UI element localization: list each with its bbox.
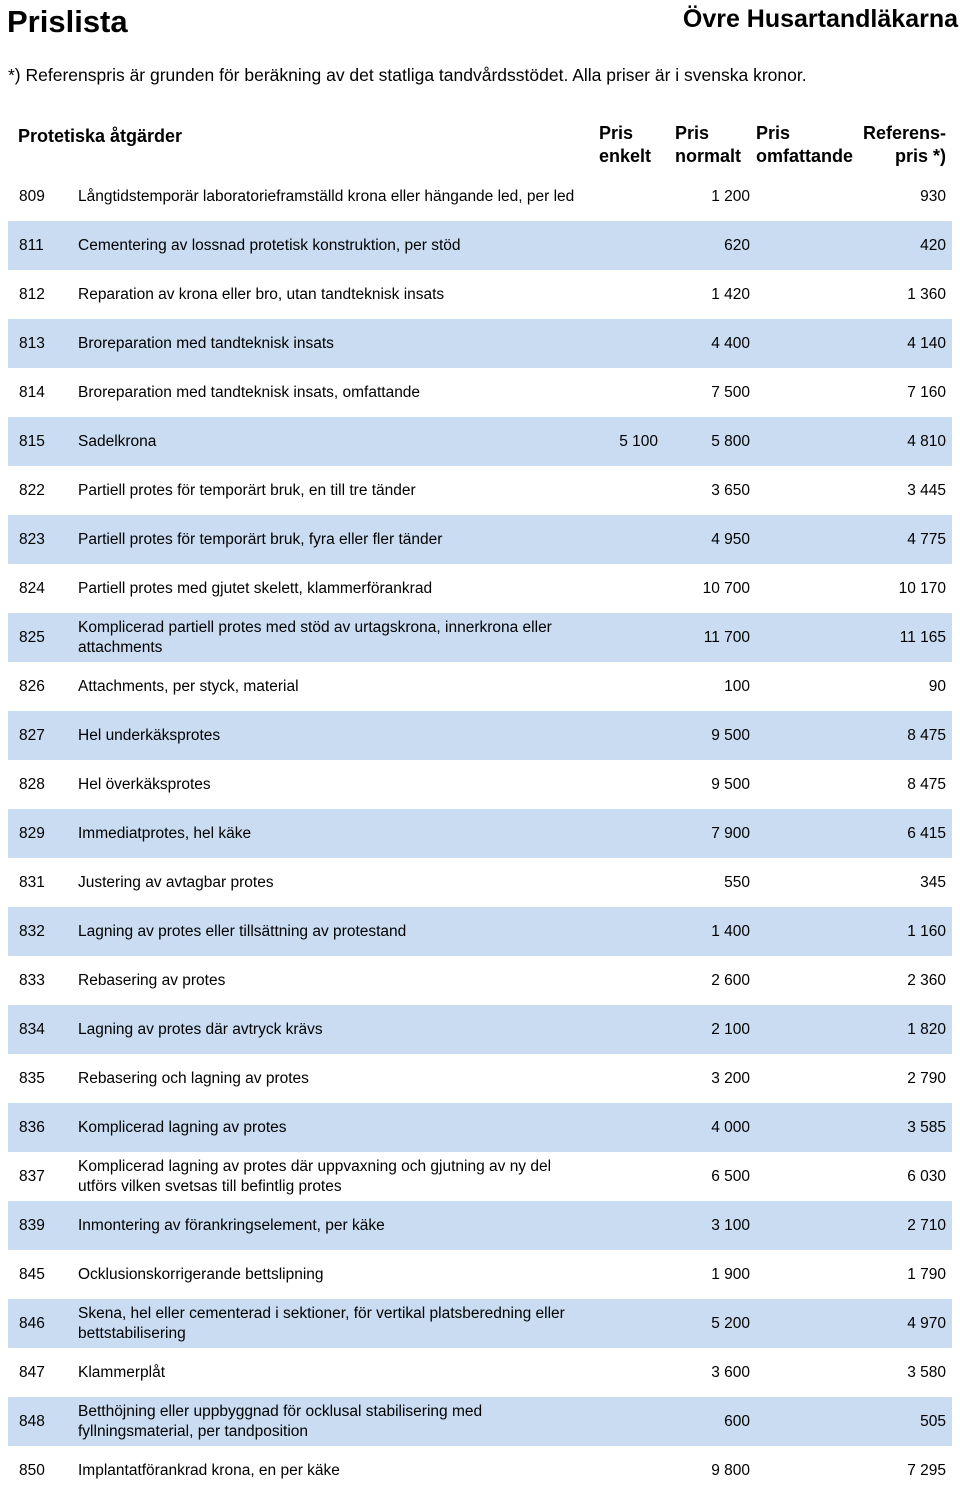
procedure-description: Partiell protes för temporärt bruk, fyra eller fler tänder [78,530,443,548]
reference-price: 4 140 [907,334,946,352]
procedure-description: Sadelkrona [78,432,157,450]
price-normalt: 3 650 [711,481,750,499]
procedure-description: Långtidstemporär laboratorieframställd krona eller hängande led, per led [78,187,575,205]
price-enkelt [578,1348,658,1397]
reference-price: 345 [920,873,946,891]
price-enkelt [578,1397,658,1446]
reference-price-note: *) Referenspris är grunden för beräkning av det statliga tandvårdsstödet. Alla priser är i svenska kronor. [8,65,807,85]
price-enkelt [578,368,658,417]
procedure-code: 847 [19,1363,45,1381]
procedure-code: 831 [19,873,45,891]
price-enkelt [578,221,658,270]
reference-price: 6 415 [907,824,946,842]
table-row [8,466,952,515]
price-enkelt [578,956,658,1005]
table-row [8,1446,952,1495]
reference-price: 1 360 [907,285,946,303]
reference-price: 2 710 [907,1216,946,1234]
table-row [8,319,952,368]
price-normalt: 3 100 [711,1216,750,1234]
reference-price: 8 475 [907,726,946,744]
procedure-description: Broreparation med tandteknisk insats, omfattande [78,383,421,401]
price-enkelt [578,662,658,711]
procedure-description: Rebasering och lagning av protes [78,1069,309,1087]
column-header-pris-omfattande [756,122,853,168]
price-enkelt [578,613,658,662]
procedure-code: 832 [19,922,45,940]
price-enkelt [578,1446,658,1495]
procedure-description: Komplicerad lagning av protes [78,1118,287,1136]
column-header-line: enkelt [599,146,652,166]
reference-price: 3 580 [907,1363,946,1381]
table-row [8,1348,952,1397]
table-row [8,711,952,760]
procedure-description: Betthöjning eller uppbyggnad för ocklusal stabilisering med fyllningsmaterial, per tandposition [78,1402,483,1440]
procedure-code: 814 [19,383,45,401]
procedure-description: Implantatförankrad krona, en per käke [78,1461,340,1479]
procedure-description: Komplicerad partiell protes med stöd av urtagskrona, innerkrona eller attachments [78,618,552,656]
reference-price: 420 [920,236,946,254]
table-row [8,858,952,907]
table-row [8,956,952,1005]
price-normalt: 3 200 [711,1069,750,1087]
price-normalt: 10 700 [702,579,750,597]
procedure-code: 850 [19,1461,45,1479]
table-row [8,907,952,956]
reference-price: 4 970 [907,1314,946,1332]
price-enkelt [578,1299,658,1348]
table-row [8,1054,952,1103]
reference-price: 90 [928,677,946,695]
table-row [8,1152,952,1201]
table-row [8,760,952,809]
procedure-code: 825 [19,628,45,646]
price-enkelt [578,760,658,809]
table-row [8,1201,952,1250]
column-header-line: normalt [675,146,742,166]
reference-price: 8 475 [907,775,946,793]
clinic-name: Övre Husartandläkarna [682,5,958,33]
price-enkelt [578,858,658,907]
price-enkelt [578,1005,658,1054]
price-enkelt [578,319,658,368]
procedure-code: 824 [19,579,45,597]
price-normalt: 1 900 [711,1265,750,1283]
reference-price: 6 030 [907,1167,946,1185]
table-row [8,613,952,662]
price-enkelt [578,1201,658,1250]
price-normalt: 11 700 [703,628,750,646]
price-table [8,172,952,1495]
table-row [8,417,952,466]
column-header-pris-normalt [675,122,741,168]
column-header-pris-enkelt [599,122,651,168]
procedure-code: 809 [19,187,45,205]
price-normalt: 4 950 [711,530,750,548]
price-enkelt [578,466,658,515]
procedure-code: 845 [19,1265,45,1283]
table-row [8,1299,952,1348]
price-enkelt [578,1152,658,1201]
price-normalt: 620 [724,236,750,254]
procedure-code: 813 [19,334,45,352]
price-normalt: 550 [724,873,750,891]
procedure-code: 812 [19,285,45,303]
procedure-description: Immediatprotes, hel käke [78,824,252,842]
price-normalt: 9 500 [711,726,750,744]
price-normalt: 7 500 [711,383,750,401]
procedure-code: 833 [19,971,45,989]
procedure-description: Inmontering av förankringselement, per käke [78,1216,385,1234]
procedure-code: 826 [19,677,45,695]
reference-price: 1 790 [907,1265,946,1283]
price-normalt: 1 420 [711,285,750,303]
reference-price: 10 170 [898,579,946,597]
procedure-description: Komplicerad lagning av protes där uppvaxning och gjutning av ny del utförs vilken svetsas till befintlig protes [78,1157,552,1195]
reference-price: 1 160 [907,922,946,940]
procedure-code: 811 [19,236,44,254]
price-normalt: 2 600 [711,971,750,989]
reference-price: 2 360 [907,971,946,989]
procedure-description: Klammerplåt [78,1363,165,1381]
price-normalt: 3 600 [711,1363,750,1381]
table-row [8,1250,952,1299]
procedure-code: 828 [19,775,45,793]
price-enkelt [578,907,658,956]
table-row [8,809,952,858]
price-enkelt: 5 100 [619,432,658,450]
price-enkelt [578,809,658,858]
table-row [8,172,952,221]
table-row [8,564,952,613]
table-row [8,1397,952,1446]
price-enkelt [578,564,658,613]
price-enkelt [578,270,658,319]
price-normalt: 9 500 [711,775,750,793]
column-header-line: Pris [599,123,634,143]
procedure-description: Justering av avtagbar protes [78,873,274,891]
procedure-code: 848 [19,1412,45,1430]
procedure-description: Reparation av krona eller bro, utan tandteknisk insats [78,285,445,303]
price-enkelt [578,1054,658,1103]
procedure-code: 829 [19,824,45,842]
column-header-line: Pris [675,123,710,143]
price-normalt: 5 200 [711,1314,750,1332]
procedure-code: 836 [19,1118,45,1136]
table-row [8,515,952,564]
price-enkelt [578,1250,658,1299]
reference-price: 1 820 [907,1020,946,1038]
procedure-code: 846 [19,1314,45,1332]
column-header-line: Referens- [862,123,946,143]
column-header-line: omfattande [756,146,854,166]
reference-price: 2 790 [907,1069,946,1087]
reference-price: 930 [920,187,946,205]
column-header-line: pris *) [894,146,946,166]
section-title: Protetiska åtgärder [18,126,183,146]
price-normalt: 9 800 [711,1461,750,1479]
procedure-code: 827 [19,726,45,744]
price-normalt: 7 900 [711,824,750,842]
procedure-code: 815 [19,432,45,450]
procedure-description: Attachments, per styck, material [78,677,299,695]
procedure-code: 837 [19,1167,45,1185]
procedure-code: 834 [19,1020,45,1038]
procedure-description: Cementering av lossnad protetisk konstruktion, per stöd [78,236,461,254]
reference-price: 7 295 [907,1461,946,1479]
reference-price: 4 775 [907,530,946,548]
procedure-code: 839 [19,1216,45,1234]
column-header-line: Pris [756,123,791,143]
table-row [8,368,952,417]
table-row [8,1103,952,1152]
procedure-description: Lagning av protes där avtryck krävs [78,1020,323,1038]
procedure-description: Lagning av protes eller tillsättning av protestand [78,922,407,940]
procedure-description: Broreparation med tandteknisk insats [78,334,334,352]
reference-price: 11 165 [899,628,946,646]
price-normalt: 100 [724,677,750,695]
table-row [8,221,952,270]
price-enkelt [578,172,658,221]
column-header-referenspris [863,122,946,168]
reference-price: 505 [920,1412,946,1430]
procedure-description: Hel underkäksprotes [78,726,221,744]
table-row [8,662,952,711]
price-normalt: 4 400 [711,334,750,352]
procedure-code: 823 [19,530,45,548]
price-enkelt [578,515,658,564]
procedure-description: Hel överkäksprotes [78,775,211,793]
page-title: Prislista [7,4,128,39]
price-normalt: 1 400 [711,922,750,940]
price-normalt: 5 800 [711,432,750,450]
reference-price: 3 585 [907,1118,946,1136]
price-normalt: 6 500 [711,1167,750,1185]
procedure-code: 835 [19,1069,45,1087]
procedure-description: Rebasering av protes [78,971,226,989]
procedure-description: Partiell protes med gjutet skelett, klammerförankrad [78,579,433,597]
reference-price: 7 160 [907,383,946,401]
price-normalt: 4 000 [711,1118,750,1136]
table-row [8,1005,952,1054]
procedure-description: Ocklusionskorrigerande bettslipning [78,1265,324,1283]
price-enkelt [578,1103,658,1152]
price-enkelt [578,711,658,760]
price-normalt: 1 200 [711,187,750,205]
price-normalt: 2 100 [711,1020,750,1038]
table-row [8,270,952,319]
procedure-description: Partiell protes för temporärt bruk, en till tre tänder [78,481,416,499]
price-normalt: 600 [724,1412,750,1430]
procedure-code: 822 [19,481,45,499]
reference-price: 4 810 [907,432,946,450]
procedure-description: Skena, hel eller cementerad i sektioner, för vertikal platsberedning eller bettstabilisering [78,1304,565,1342]
reference-price: 3 445 [907,481,946,499]
table-header [0,122,960,172]
